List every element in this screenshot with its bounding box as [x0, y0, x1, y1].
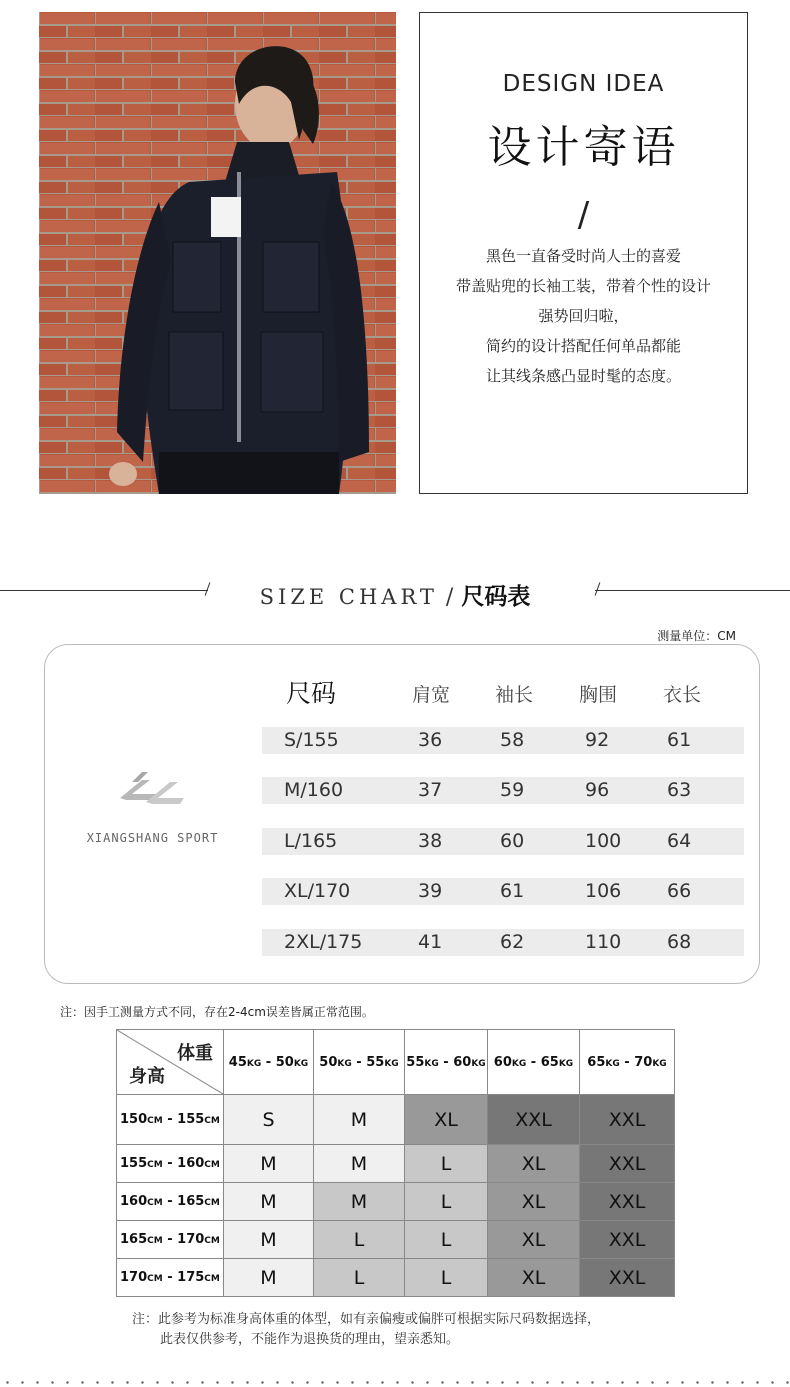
fit-cell: M — [224, 1221, 314, 1259]
fit-row — [117, 1221, 675, 1259]
size-row — [262, 828, 744, 855]
size-cell-chest: 96 — [585, 779, 610, 801]
fit-table — [116, 1029, 675, 1297]
fit-cell: XXL — [580, 1145, 675, 1183]
size-cell-size: S/155 — [284, 729, 339, 751]
size-cell-sleeve: 61 — [500, 880, 525, 902]
size-cell-length: 68 — [667, 931, 692, 953]
height-header: 155CM - 160CM — [117, 1145, 224, 1183]
size-cell-sleeve: 62 — [500, 931, 525, 953]
fit-cell: XL — [488, 1221, 580, 1259]
size-cell-length: 66 — [667, 880, 692, 902]
size-header-sleeve: 袖长 — [495, 684, 534, 706]
fit-cell: L — [314, 1221, 405, 1259]
weight-header: 60KG - 65KG — [488, 1030, 580, 1095]
fit-row — [117, 1259, 675, 1297]
fit-cell: XL — [488, 1259, 580, 1297]
fit-cell: M — [224, 1145, 314, 1183]
size-cell-shoulder: 36 — [418, 729, 443, 751]
measurement-note: 注：因手工测量方式不同，存在2-4cm误差皆属正常范围。 — [60, 1005, 374, 1019]
size-cell-sleeve: 58 — [500, 729, 525, 751]
fit-row — [117, 1183, 675, 1221]
fit-cell: M — [314, 1095, 405, 1145]
product-photo — [39, 12, 396, 494]
size-row — [262, 777, 744, 804]
fit-cell: XXL — [580, 1095, 675, 1145]
size-cell-length: 64 — [667, 830, 692, 852]
size-header-length: 衣长 — [663, 684, 702, 706]
design-idea-title-en: DESIGN IDEA — [502, 71, 665, 97]
fit-cell: S — [224, 1095, 314, 1145]
weight-header: 50KG - 55KG — [314, 1030, 405, 1095]
brand-name: XIANGSHANG SPORT — [86, 831, 219, 845]
size-cell-length: 61 — [667, 729, 692, 751]
size-table-header — [262, 676, 746, 706]
fit-cell: XXL — [580, 1259, 675, 1297]
size-row — [262, 929, 744, 956]
size-cell-shoulder: 39 — [418, 880, 443, 902]
weight-header: 55KG - 60KG — [405, 1030, 488, 1095]
corner-height-label: 身高 — [129, 1066, 165, 1087]
fit-cell: L — [314, 1259, 405, 1297]
size-cell-chest: 106 — [585, 880, 622, 902]
fit-cell: XL — [488, 1183, 580, 1221]
size-header-shoulder: 肩宽 — [412, 684, 451, 706]
height-header: 150CM - 155CM — [117, 1095, 224, 1145]
reference-note — [132, 1310, 600, 1350]
dotted-divider — [0, 1381, 790, 1384]
size-cell-length: 63 — [667, 779, 692, 801]
design-idea-line: 让其线条感凸显时髦的态度。 — [485, 367, 681, 385]
design-idea-slash: / — [577, 195, 590, 235]
height-header: 165CM - 170CM — [117, 1221, 224, 1259]
size-cell-size: M/160 — [284, 779, 344, 801]
size-header-chest: 胸围 — [579, 684, 618, 706]
measurement-unit: 测量单位：CM — [657, 629, 736, 643]
size-row — [262, 878, 744, 905]
design-idea-line: 带盖贴兜的长袖工装，带着个性的设计 — [455, 277, 711, 295]
fit-cell: L — [405, 1183, 488, 1221]
size-chart-heading — [0, 578, 790, 611]
design-idea-box — [419, 12, 748, 494]
brand-logo-icon — [112, 768, 192, 812]
fit-cell: XXL — [580, 1221, 675, 1259]
reference-note-line: 此表仅供参考，不能作为退换货的理由，望亲悉知。 — [160, 1332, 460, 1347]
weight-header: 45KG - 50KG — [224, 1030, 314, 1095]
design-idea-line: 黑色一直备受时尚人士的喜爱 — [485, 247, 681, 265]
size-cell-size: 2XL/175 — [284, 931, 363, 953]
design-idea-title-cn: 设计寄语 — [487, 122, 680, 173]
size-cell-chest: 110 — [585, 931, 622, 953]
size-cell-chest: 100 — [585, 830, 622, 852]
size-cell-sleeve: 60 — [500, 830, 525, 852]
fit-cell: XXL — [488, 1095, 580, 1145]
fit-cell: L — [405, 1145, 488, 1183]
size-cell-chest: 92 — [585, 729, 610, 751]
size-cell-size: XL/170 — [284, 880, 351, 902]
fit-cell: XL — [488, 1145, 580, 1183]
size-chart-title-en: SIZE CHART — [259, 585, 438, 609]
fit-row — [117, 1145, 675, 1183]
size-header-size: 尺码 — [286, 679, 337, 708]
design-idea-text — [420, 241, 747, 391]
corner-weight-label: 体重 — [177, 1043, 213, 1064]
weight-header: 65KG - 70KG — [580, 1030, 675, 1095]
fit-cell: M — [314, 1183, 405, 1221]
size-chart-title-cn: 尺码表 — [461, 584, 531, 610]
fit-table-corner — [117, 1030, 224, 1095]
reference-note-line: 注：此参考为标准身高体重的体型，如有亲偏瘦或偏胖可根据实际尺码数据选择， — [132, 1312, 601, 1327]
design-idea-line: 强势回归啦， — [538, 307, 629, 325]
design-idea-line: 简约的设计搭配任何单品都能 — [485, 337, 681, 355]
fit-cell: XXL — [580, 1183, 675, 1221]
fit-cell: XL — [405, 1095, 488, 1145]
size-cell-size: L/165 — [284, 830, 338, 852]
fit-cell: M — [224, 1259, 314, 1297]
size-cell-shoulder: 41 — [418, 931, 443, 953]
height-header: 160CM - 165CM — [117, 1183, 224, 1221]
fit-cell: M — [224, 1183, 314, 1221]
size-cell-shoulder: 38 — [418, 830, 443, 852]
fit-cell: L — [405, 1259, 488, 1297]
size-chart-separator: / — [445, 585, 454, 610]
fit-row — [117, 1095, 675, 1145]
size-row — [262, 727, 744, 754]
size-cell-sleeve: 59 — [500, 779, 525, 801]
fit-cell: M — [314, 1145, 405, 1183]
height-header: 170CM - 175CM — [117, 1259, 224, 1297]
size-cell-shoulder: 37 — [418, 779, 443, 801]
fit-cell: L — [405, 1221, 488, 1259]
